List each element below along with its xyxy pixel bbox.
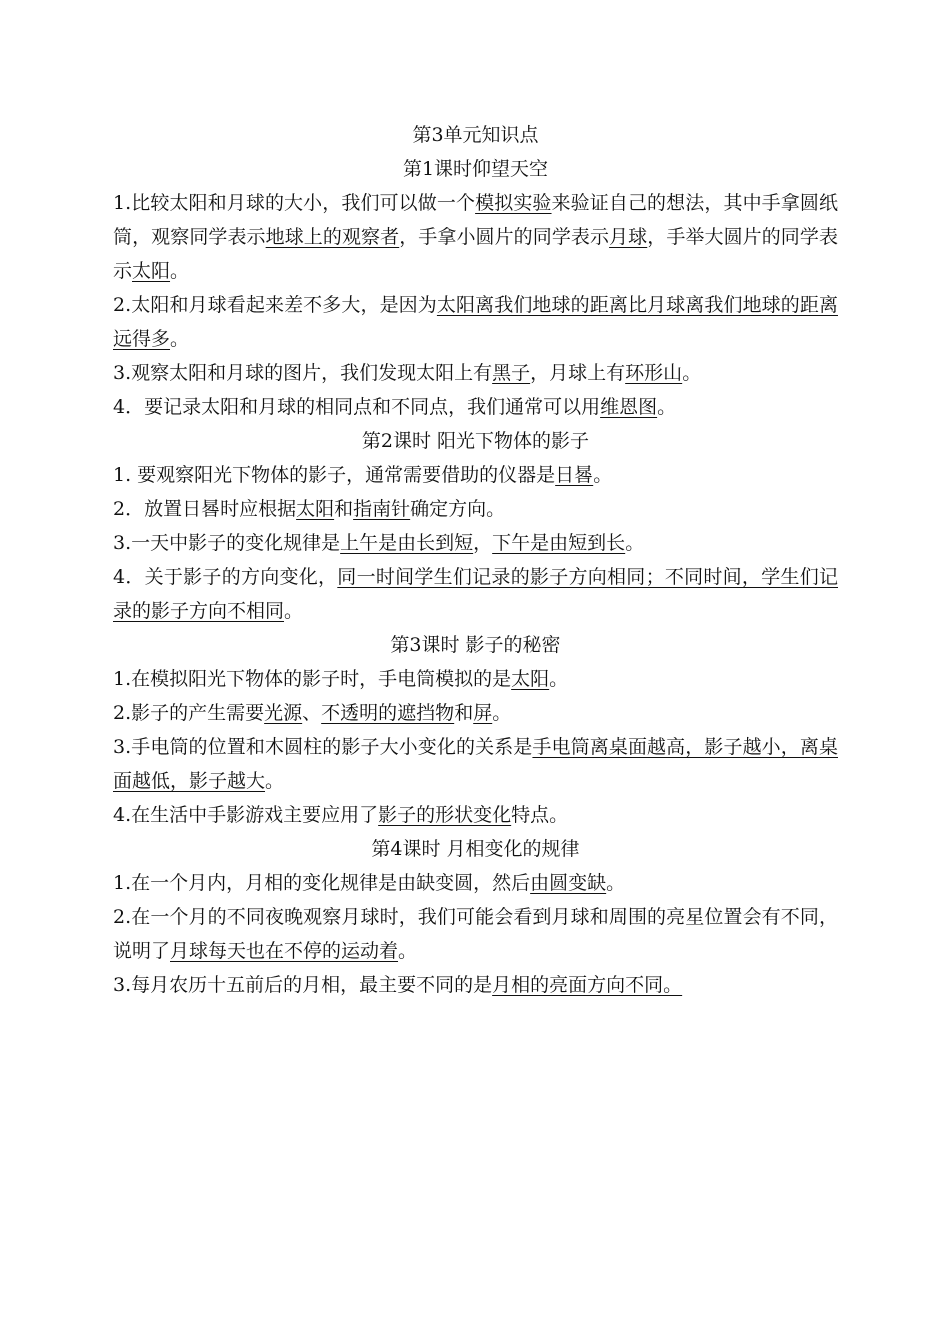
sections-container: [113, 152, 838, 1002]
answer-underlined: 维恩图: [600, 396, 658, 418]
knowledge-point: [113, 968, 838, 1002]
text-segment: 。: [398, 940, 418, 962]
text-segment: 。: [265, 770, 285, 792]
answer-underlined: 上午是由长到短: [340, 532, 474, 554]
answer-underlined: 黑子: [492, 362, 531, 384]
answer-underlined: 屏: [473, 702, 493, 724]
text-segment: ，手举大圆片的同学表示: [113, 226, 838, 282]
text-segment: 2.太阳和月球看起来差不多大，是因为: [113, 294, 437, 316]
knowledge-point: [113, 662, 838, 696]
text-segment: 1.在一个月内，月相的变化规律是由缺变圆，然后: [113, 872, 531, 894]
text-segment: 3.手电筒的位置和木圆柱的影子大小变化的关系是: [113, 736, 533, 758]
unit-title: 第3单元知识点: [412, 124, 539, 146]
text-segment: 。: [492, 702, 512, 724]
text-segment: ，月球上有: [530, 362, 626, 384]
answer-underlined: 不透明的遮挡物: [321, 702, 455, 724]
knowledge-point: [113, 560, 838, 628]
text-segment: 2.影子的产生需要: [113, 702, 265, 724]
answer-underlined: 模拟实验: [475, 192, 552, 214]
answer-underlined: 太阳离我们地球的距离比月球离我们地球的距离远得多: [113, 294, 838, 350]
answer-underlined: 环形山: [625, 362, 683, 384]
answer-underlined: 太阳: [296, 498, 335, 520]
text-segment: 3.每月农历十五前后的月相，最主要不同的是: [113, 974, 493, 996]
knowledge-point: [113, 900, 838, 968]
knowledge-point: [113, 866, 838, 900]
answer-underlined: 光源: [264, 702, 303, 724]
text-segment: 2.在一个月的不同夜晚观察月球时，我们可能会看到月球和周围的亮星位置会有不同，说明了: [113, 906, 838, 962]
text-segment: 4．关于影子的方向变化，: [113, 566, 338, 588]
answer-underlined: 月球: [609, 226, 648, 248]
text-segment: 1.在模拟阳光下物体的影子时，手电筒模拟的是: [113, 668, 512, 690]
text-segment: 。: [284, 600, 304, 622]
answer-underlined: 月相的亮面方向不同。: [492, 974, 683, 996]
answer-underlined: 日晷: [555, 464, 594, 486]
answer-underlined: 下午是由短到长: [492, 532, 626, 554]
knowledge-point: [113, 492, 838, 526]
text-segment: 3.一天中影子的变化规律是: [113, 532, 341, 554]
text-segment: 。: [170, 260, 190, 282]
text-segment: 2．放置日晷时应根据: [113, 498, 297, 520]
knowledge-point: [113, 526, 838, 560]
knowledge-point: [113, 730, 838, 798]
text-segment: 确定方向。: [410, 498, 506, 520]
answer-underlined: 地球上的观察者: [265, 226, 400, 248]
knowledge-point: [113, 798, 838, 832]
answer-underlined: 太阳: [511, 668, 550, 690]
text-segment: 1.比较太阳和月球的大小，我们可以做一个: [113, 192, 476, 214]
knowledge-point: [113, 458, 838, 492]
text-segment: 特点。: [511, 804, 569, 826]
knowledge-point: [113, 288, 838, 356]
text-segment: 1. 要观察阳光下物体的影子，通常需要借助的仪器是: [113, 464, 556, 486]
knowledge-point: [113, 696, 838, 730]
text-segment: 4．要记录太阳和月球的相同点和不同点，我们通常可以用: [113, 396, 601, 418]
text-segment: 。: [593, 464, 613, 486]
knowledge-point: [113, 356, 838, 390]
section-title: 第3课时 影子的秘密: [390, 634, 561, 656]
text-segment: 和: [334, 498, 354, 520]
text-segment: 3.观察太阳和月球的图片，我们发现太阳上有: [113, 362, 493, 384]
text-segment: 、: [302, 702, 322, 724]
text-segment: 4.在生活中手影游戏主要应用了: [113, 804, 379, 826]
text-segment: 。: [606, 872, 626, 894]
text-segment: 。: [549, 668, 569, 690]
text-segment: ，手拿小圆片的同学表示: [399, 226, 610, 248]
section-title: 第4课时 月相变化的规律: [371, 838, 580, 860]
answer-underlined: 太阳: [132, 260, 171, 282]
answer-underlined: 手电筒离桌面越高，影子越小，离桌面越低，影子越大: [113, 736, 838, 792]
text-segment: 。: [657, 396, 677, 418]
section-title: 第1课时仰望天空: [402, 158, 549, 180]
answer-underlined: 月球每天也在不停的运动着: [170, 940, 399, 962]
answer-underlined: 由圆变缺: [530, 872, 607, 894]
text-segment: 和: [454, 702, 474, 724]
text-segment: 。: [170, 328, 190, 350]
knowledge-point: [113, 186, 838, 288]
text-segment: 。: [682, 362, 702, 384]
answer-underlined: 同一时间学生们记录的影子方向相同；不同时间，学生们记录的影子方向不相同: [113, 566, 838, 622]
answer-underlined: 指南针: [353, 498, 411, 520]
text-segment: 来验证自己的想法，其中手拿圆纸筒，观察同学表示: [113, 192, 838, 248]
document-page: [113, 118, 838, 1002]
answer-underlined: 影子的形状变化: [378, 804, 512, 826]
section-title: 第2课时 阳光下物体的影子: [361, 430, 590, 452]
knowledge-point: [113, 390, 838, 424]
text-segment: ，: [473, 532, 493, 554]
text-segment: 。: [625, 532, 645, 554]
